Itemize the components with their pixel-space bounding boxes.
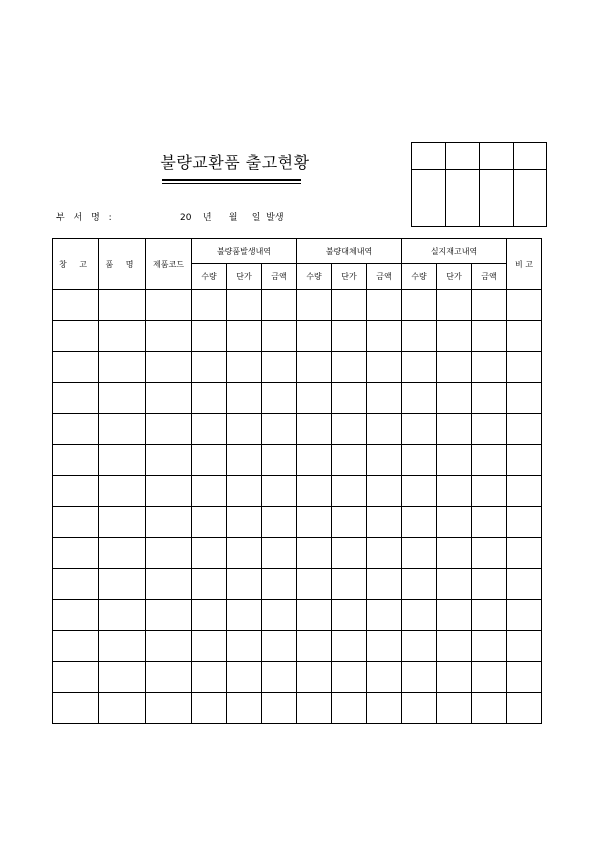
approval-sign-cell <box>412 170 446 227</box>
table-cell[interactable] <box>402 476 437 507</box>
table-cell[interactable] <box>507 507 542 538</box>
table-cell[interactable] <box>53 600 99 631</box>
table-cell[interactable] <box>53 445 99 476</box>
table-cell[interactable] <box>192 445 227 476</box>
table-row <box>53 476 542 507</box>
table-cell[interactable] <box>227 476 262 507</box>
table-cell[interactable] <box>99 321 146 352</box>
table-cell[interactable] <box>367 569 402 600</box>
table-cell[interactable] <box>227 631 262 662</box>
table-cell[interactable] <box>146 600 192 631</box>
table-cell[interactable] <box>297 662 332 693</box>
table-cell[interactable] <box>437 321 472 352</box>
subheader-unit-price: 단가 <box>437 264 472 290</box>
header-product-code: 제품코드 <box>146 239 192 290</box>
table-row <box>53 383 542 414</box>
subheader-amount: 금액 <box>472 264 507 290</box>
table-row <box>53 290 542 321</box>
table-cell[interactable] <box>227 569 262 600</box>
table-cell[interactable] <box>402 662 437 693</box>
table-cell[interactable] <box>99 507 146 538</box>
table-cell[interactable] <box>99 693 146 724</box>
main-table <box>52 238 542 724</box>
table-cell[interactable] <box>262 600 297 631</box>
table-cell[interactable] <box>262 476 297 507</box>
table-cell[interactable] <box>297 507 332 538</box>
table-cell[interactable] <box>437 383 472 414</box>
table-cell[interactable] <box>192 352 227 383</box>
table-cell[interactable] <box>146 445 192 476</box>
date-line: 20 년 월 일 발생 <box>180 213 284 223</box>
table-cell[interactable] <box>227 290 262 321</box>
table-cell[interactable] <box>227 507 262 538</box>
table-cell[interactable] <box>437 600 472 631</box>
table-cell[interactable] <box>297 414 332 445</box>
table-cell[interactable] <box>332 662 367 693</box>
table-cell[interactable] <box>297 631 332 662</box>
table-cell[interactable] <box>99 352 146 383</box>
table-cell[interactable] <box>507 321 542 352</box>
table-cell[interactable] <box>192 507 227 538</box>
subheader-unit-price: 단가 <box>332 264 367 290</box>
table-cell[interactable] <box>472 600 507 631</box>
table-cell[interactable] <box>227 538 262 569</box>
table-cell[interactable] <box>507 631 542 662</box>
table-cell[interactable] <box>53 662 99 693</box>
header-item-name: 품 명 <box>99 239 146 290</box>
table-cell[interactable] <box>262 290 297 321</box>
table-cell[interactable] <box>146 507 192 538</box>
table-cell[interactable] <box>262 321 297 352</box>
table-cell[interactable] <box>402 290 437 321</box>
table-cell[interactable] <box>53 507 99 538</box>
table-cell[interactable] <box>262 631 297 662</box>
approval-sign-cell <box>480 170 514 227</box>
table-cell[interactable] <box>367 662 402 693</box>
table-cell[interactable] <box>472 569 507 600</box>
table-cell[interactable] <box>332 445 367 476</box>
table-cell[interactable] <box>99 383 146 414</box>
table-cell[interactable] <box>53 383 99 414</box>
table-cell[interactable] <box>53 631 99 662</box>
table-cell[interactable] <box>437 414 472 445</box>
table-cell[interactable] <box>402 321 437 352</box>
table-cell[interactable] <box>146 414 192 445</box>
table-cell[interactable] <box>192 569 227 600</box>
table-row <box>53 569 542 600</box>
table-row <box>53 600 542 631</box>
table-cell[interactable] <box>507 414 542 445</box>
table-cell[interactable] <box>262 662 297 693</box>
table-cell[interactable] <box>192 321 227 352</box>
table-cell[interactable] <box>332 290 367 321</box>
table-cell[interactable] <box>507 383 542 414</box>
table-cell[interactable] <box>146 693 192 724</box>
table-cell[interactable] <box>99 414 146 445</box>
table-cell[interactable] <box>192 476 227 507</box>
table-cell[interactable] <box>332 476 367 507</box>
table-cell[interactable] <box>262 383 297 414</box>
table-cell[interactable] <box>507 352 542 383</box>
table-cell[interactable] <box>146 321 192 352</box>
approval-box <box>411 142 547 227</box>
table-cell[interactable] <box>99 662 146 693</box>
table-cell[interactable] <box>297 290 332 321</box>
table-cell[interactable] <box>402 445 437 476</box>
header-warehouse: 창 고 <box>53 239 99 290</box>
table-cell[interactable] <box>402 352 437 383</box>
table-cell[interactable] <box>227 321 262 352</box>
table-cell[interactable] <box>99 538 146 569</box>
table-cell[interactable] <box>402 600 437 631</box>
table-cell[interactable] <box>402 538 437 569</box>
table-cell[interactable] <box>367 445 402 476</box>
table-cell[interactable] <box>437 507 472 538</box>
table-cell[interactable] <box>53 414 99 445</box>
table-cell[interactable] <box>332 321 367 352</box>
approval-sign-cell <box>446 170 480 227</box>
table-cell[interactable] <box>146 383 192 414</box>
table-cell[interactable] <box>297 352 332 383</box>
table-cell[interactable] <box>402 507 437 538</box>
table-row <box>53 693 542 724</box>
table-cell[interactable] <box>192 662 227 693</box>
table-cell[interactable] <box>437 631 472 662</box>
table-cell[interactable] <box>507 476 542 507</box>
approval-header-cell <box>514 143 547 170</box>
table-row <box>53 445 542 476</box>
table-cell[interactable] <box>332 383 367 414</box>
subheader-unit-price: 단가 <box>227 264 262 290</box>
table-cell[interactable] <box>472 414 507 445</box>
table-cell[interactable] <box>332 414 367 445</box>
table-row <box>53 631 542 662</box>
table-row <box>53 662 542 693</box>
table-cell[interactable] <box>146 662 192 693</box>
table-cell[interactable] <box>402 631 437 662</box>
table-cell[interactable] <box>367 538 402 569</box>
table-cell[interactable] <box>402 383 437 414</box>
table-cell[interactable] <box>146 569 192 600</box>
table-cell[interactable] <box>367 383 402 414</box>
table-cell[interactable] <box>146 538 192 569</box>
table-cell[interactable] <box>297 476 332 507</box>
table-cell[interactable] <box>507 445 542 476</box>
table-cell[interactable] <box>227 693 262 724</box>
table-cell[interactable] <box>437 476 472 507</box>
table-row <box>53 538 542 569</box>
table-cell[interactable] <box>472 538 507 569</box>
table-cell[interactable] <box>437 290 472 321</box>
table-cell[interactable] <box>367 507 402 538</box>
table-cell[interactable] <box>332 600 367 631</box>
title-underline <box>162 179 301 181</box>
table-cell[interactable] <box>192 600 227 631</box>
table-cell[interactable] <box>53 321 99 352</box>
table-cell[interactable] <box>472 383 507 414</box>
table-cell[interactable] <box>297 383 332 414</box>
subheader-amount: 금액 <box>262 264 297 290</box>
table-cell[interactable] <box>99 445 146 476</box>
table-cell[interactable] <box>99 600 146 631</box>
subheader-quantity: 수량 <box>192 264 227 290</box>
table-cell[interactable] <box>507 693 542 724</box>
table-cell[interactable] <box>227 600 262 631</box>
table-cell[interactable] <box>507 290 542 321</box>
table-cell[interactable] <box>437 538 472 569</box>
table-cell[interactable] <box>227 383 262 414</box>
table-cell[interactable] <box>332 569 367 600</box>
department-label: 부 서 명 : <box>56 213 115 223</box>
table-cell[interactable] <box>262 693 297 724</box>
table-cell[interactable] <box>332 352 367 383</box>
approval-header-cell <box>446 143 480 170</box>
table-cell[interactable] <box>192 414 227 445</box>
table-cell[interactable] <box>332 693 367 724</box>
approval-sign-cell <box>514 170 547 227</box>
table-cell[interactable] <box>53 538 99 569</box>
table-cell[interactable] <box>297 445 332 476</box>
header-defect-replacement: 불량대체내역 <box>297 239 402 264</box>
table-cell[interactable] <box>437 569 472 600</box>
table-row <box>53 321 542 352</box>
table-cell[interactable] <box>53 290 99 321</box>
table-cell[interactable] <box>472 631 507 662</box>
table-cell[interactable] <box>472 662 507 693</box>
table-cell[interactable] <box>192 631 227 662</box>
table-cell[interactable] <box>99 569 146 600</box>
table-cell[interactable] <box>192 693 227 724</box>
table-cell[interactable] <box>507 538 542 569</box>
table-cell[interactable] <box>227 662 262 693</box>
header-actual-inventory: 실지재고내역 <box>402 239 507 264</box>
table-cell[interactable] <box>367 476 402 507</box>
table-cell[interactable] <box>99 290 146 321</box>
table-cell[interactable] <box>332 507 367 538</box>
table-cell[interactable] <box>472 290 507 321</box>
subheader-quantity: 수량 <box>402 264 437 290</box>
table-cell[interactable] <box>437 352 472 383</box>
table-cell[interactable] <box>192 538 227 569</box>
table-cell[interactable] <box>262 507 297 538</box>
table-cell[interactable] <box>367 693 402 724</box>
table-cell[interactable] <box>472 445 507 476</box>
table-cell[interactable] <box>297 321 332 352</box>
table-cell[interactable] <box>262 414 297 445</box>
table-cell[interactable] <box>507 600 542 631</box>
subheader-amount: 금액 <box>367 264 402 290</box>
table-cell[interactable] <box>53 476 99 507</box>
table-cell[interactable] <box>332 538 367 569</box>
table-cell[interactable] <box>472 476 507 507</box>
table-cell[interactable] <box>227 352 262 383</box>
table-cell[interactable] <box>472 321 507 352</box>
document-title: 불량교환품 출고현황 <box>160 153 310 172</box>
table-cell[interactable] <box>297 569 332 600</box>
table-cell[interactable] <box>507 662 542 693</box>
table-cell[interactable] <box>402 569 437 600</box>
table-cell[interactable] <box>332 631 367 662</box>
table-cell[interactable] <box>437 445 472 476</box>
approval-header-cell <box>480 143 514 170</box>
table-cell[interactable] <box>192 383 227 414</box>
table-cell[interactable] <box>507 569 542 600</box>
table-cell[interactable] <box>53 352 99 383</box>
title-underline <box>162 183 301 184</box>
table-cell[interactable] <box>146 631 192 662</box>
table-row <box>53 507 542 538</box>
table-cell[interactable] <box>53 693 99 724</box>
table-body <box>53 290 542 724</box>
table-cell[interactable] <box>99 631 146 662</box>
table-cell[interactable] <box>262 352 297 383</box>
table-cell[interactable] <box>227 445 262 476</box>
table-cell[interactable] <box>367 414 402 445</box>
table-cell[interactable] <box>99 476 146 507</box>
table-cell[interactable] <box>262 569 297 600</box>
table-cell[interactable] <box>227 414 262 445</box>
table-cell[interactable] <box>472 352 507 383</box>
table-cell[interactable] <box>297 693 332 724</box>
table-cell[interactable] <box>297 600 332 631</box>
table-cell[interactable] <box>472 507 507 538</box>
table-row <box>53 414 542 445</box>
table-cell[interactable] <box>262 538 297 569</box>
table-cell[interactable] <box>192 290 227 321</box>
table-cell[interactable] <box>262 445 297 476</box>
table-cell[interactable] <box>402 693 437 724</box>
table-row <box>53 352 542 383</box>
header-defect-occurrence: 불량품발생내역 <box>192 239 297 264</box>
table-cell[interactable] <box>297 538 332 569</box>
table-cell[interactable] <box>53 569 99 600</box>
table-cell[interactable] <box>367 352 402 383</box>
approval-header-cell <box>412 143 446 170</box>
table-cell[interactable] <box>146 352 192 383</box>
table-cell[interactable] <box>402 414 437 445</box>
table-cell[interactable] <box>472 693 507 724</box>
table-cell[interactable] <box>437 693 472 724</box>
table-cell[interactable] <box>146 476 192 507</box>
table-cell[interactable] <box>367 600 402 631</box>
header-remarks: 비 고 <box>507 239 542 290</box>
table-cell[interactable] <box>367 631 402 662</box>
table-cell[interactable] <box>367 290 402 321</box>
subheader-quantity: 수량 <box>297 264 332 290</box>
table-cell[interactable] <box>146 290 192 321</box>
table-cell[interactable] <box>437 662 472 693</box>
table-cell[interactable] <box>367 321 402 352</box>
